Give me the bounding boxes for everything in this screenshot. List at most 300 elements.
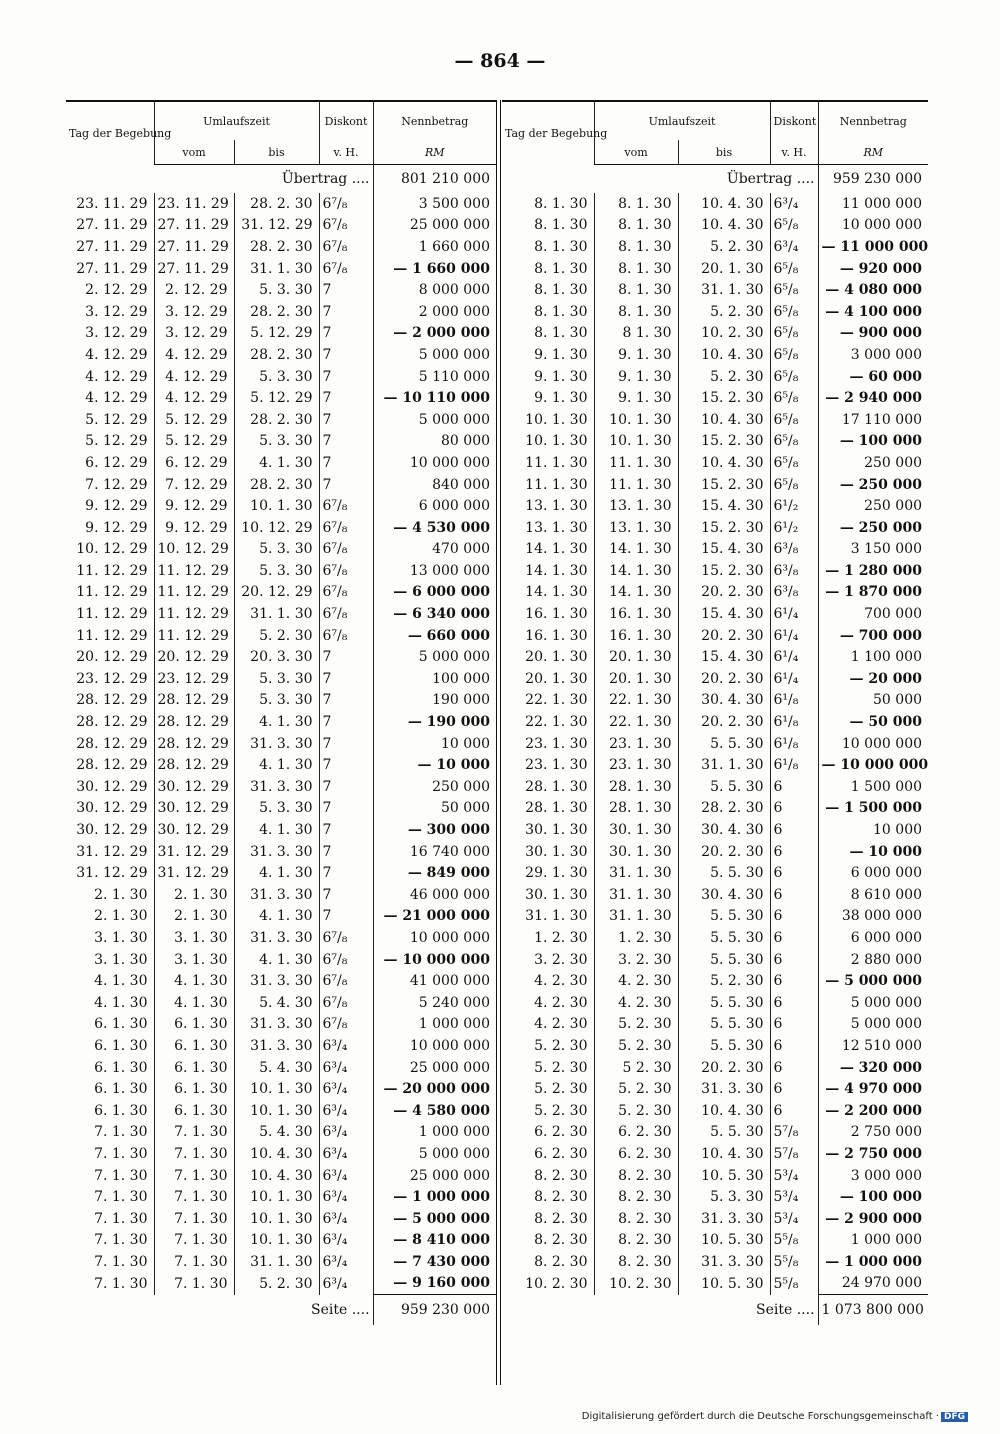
cell-bis: 5. 3. 30 [234, 539, 319, 561]
table-row [66, 582, 496, 604]
cell-amount: 250 000 [373, 776, 496, 798]
cell-amount: 1 660 000 [373, 236, 496, 258]
cell-bis: 10. 5. 30 [678, 1165, 770, 1187]
cell-diskont: 6¹/₄ [770, 625, 818, 647]
cell-diskont: 6³/₄ [319, 1057, 373, 1079]
cell-bis: 15. 4. 30 [678, 603, 770, 625]
cell-tag: 11. 12. 29 [76, 562, 148, 579]
table-row [66, 1078, 496, 1100]
cell-vom: 30. 1. 30 [594, 819, 678, 841]
cell-vom: 22. 1. 30 [594, 711, 678, 733]
cell-bis: 20. 2. 30 [678, 1057, 770, 1079]
table-row [502, 301, 928, 323]
cell-bis: 5. 2. 30 [234, 1273, 319, 1295]
cell-diskont: 6³/₈ [770, 582, 818, 604]
cell-tag: 27. 11. 29 [76, 260, 148, 277]
cell-bis: 10. 4. 30 [678, 409, 770, 431]
table-row [66, 1208, 496, 1230]
cell-diskont: 7 [319, 387, 373, 409]
cell-diskont: 6¹/₈ [770, 733, 818, 755]
cell-tag: 29. 1. 30 [525, 865, 588, 882]
cell-bis: 4. 1. 30 [234, 949, 319, 971]
cell-diskont: 6⁵/₈ [770, 323, 818, 345]
cell-vom: 7. 1. 30 [154, 1122, 234, 1144]
cell-tag: 11. 12. 29 [76, 606, 148, 623]
cell-diskont: 6³/₄ [319, 1078, 373, 1100]
cell-diskont: 6⁷/₈ [319, 495, 373, 517]
cell-bis: 20. 1. 30 [678, 258, 770, 280]
cell-amount: 6 000 000 [373, 495, 496, 517]
cell-vom: 3. 1. 30 [154, 927, 234, 949]
table-row [502, 668, 928, 690]
cell-bis: 31. 3. 30 [234, 884, 319, 906]
cell-tag: 23. 1. 30 [525, 735, 588, 752]
cell-tag: 20. 1. 30 [525, 670, 588, 687]
cell-diskont: 6⁵/₈ [770, 301, 818, 323]
cell-diskont: 7 [319, 366, 373, 388]
cell-tag: 5. 2. 30 [534, 1037, 588, 1054]
dfg-logo: DFG [941, 1412, 968, 1422]
cell-bis: 31. 3. 30 [234, 1014, 319, 1036]
cell-vom: 5. 12. 29 [154, 409, 234, 431]
cell-diskont: 6⁷/₈ [319, 215, 373, 237]
cell-tag: 11. 1. 30 [525, 454, 588, 471]
cell-vom: 8. 1. 30 [594, 301, 678, 323]
cell-diskont: 7 [319, 776, 373, 798]
cell-bis: 20. 2. 30 [678, 625, 770, 647]
table-row [66, 1014, 496, 1036]
cell-bis: 10. 4. 30 [678, 344, 770, 366]
table-row [66, 258, 496, 280]
cell-bis: 5. 5. 30 [678, 733, 770, 755]
table-row [66, 236, 496, 258]
table-row [502, 1035, 928, 1057]
cell-bis: 10. 1. 30 [234, 1230, 319, 1252]
header-umlauf: Umlaufszeit [594, 101, 770, 140]
cell-tag: 6. 1. 30 [94, 1081, 148, 1098]
cell-amount: — 2 000 000 [373, 323, 496, 345]
header-nenn: Nennbetrag [818, 101, 928, 140]
cell-bis: 5. 5. 30 [678, 949, 770, 971]
cell-amount: — 1 000 000 [818, 1251, 928, 1273]
cell-diskont: 6⁷/₈ [319, 560, 373, 582]
cell-bis: 5. 3. 30 [234, 431, 319, 453]
cell-vom: 8. 1. 30 [594, 258, 678, 280]
cell-bis: 5. 5. 30 [678, 1122, 770, 1144]
cell-vom: 27. 11. 29 [154, 258, 234, 280]
cell-diskont: 6³/₄ [770, 236, 818, 258]
table-row [502, 625, 928, 647]
table-row [66, 992, 496, 1014]
cell-diskont: 6 [770, 1035, 818, 1057]
cell-tag: 6. 1. 30 [94, 1016, 148, 1033]
cell-bis: 10. 4. 30 [678, 1100, 770, 1122]
cell-amount: 16 740 000 [373, 841, 496, 863]
cell-vom: 4. 12. 29 [154, 344, 234, 366]
cell-bis: 31. 3. 30 [678, 1208, 770, 1230]
cell-amount: 250 000 [818, 495, 928, 517]
cell-tag: 10. 1. 30 [525, 433, 588, 450]
cell-bis: 28. 2. 30 [234, 344, 319, 366]
cell-amount: 3 000 000 [818, 344, 928, 366]
cell-vom: 31. 1. 30 [594, 862, 678, 884]
cell-diskont: 6⁵/₈ [770, 258, 818, 280]
cell-amount: 470 000 [373, 539, 496, 561]
cell-bis: 10. 4. 30 [678, 193, 770, 215]
cell-bis: 31. 1. 30 [234, 603, 319, 625]
cell-vom: 8 1. 30 [594, 323, 678, 345]
cell-tag: 7. 1. 30 [94, 1167, 148, 1184]
cell-bis: 28. 2. 30 [234, 193, 319, 215]
table-row [66, 711, 496, 733]
cell-bis: 5. 4. 30 [234, 1057, 319, 1079]
cell-diskont: 6⁷/₈ [319, 603, 373, 625]
cell-amount: 3 000 000 [818, 1165, 928, 1187]
cell-amount: 5 000 000 [373, 1143, 496, 1165]
cell-diskont: 7 [319, 711, 373, 733]
cell-bis: 31. 1. 30 [678, 279, 770, 301]
cell-amount: 840 000 [373, 474, 496, 496]
table-row [502, 841, 928, 863]
cell-diskont: 6³/₄ [319, 1230, 373, 1252]
cell-tag: 8. 1. 30 [534, 195, 588, 212]
cell-tag: 28. 12. 29 [76, 735, 148, 752]
cell-amount: — 660 000 [373, 625, 496, 647]
cell-diskont: 6 [770, 776, 818, 798]
cell-diskont: 5⁷/₈ [770, 1143, 818, 1165]
cell-tag: 8. 2. 30 [534, 1210, 588, 1227]
cell-tag: 28. 1. 30 [525, 778, 588, 795]
cell-tag: 30. 12. 29 [76, 800, 148, 817]
table-row [502, 949, 928, 971]
cell-bis: 31. 3. 30 [234, 927, 319, 949]
cell-diskont: 6 [770, 906, 818, 928]
cell-vom: 8. 1. 30 [594, 236, 678, 258]
cell-bis: 20. 2. 30 [678, 711, 770, 733]
table-row [66, 754, 496, 776]
cell-vom: 7. 1. 30 [154, 1165, 234, 1187]
cell-tag: 28. 12. 29 [76, 714, 148, 731]
cell-bis: 5. 3. 30 [234, 690, 319, 712]
table-row [502, 798, 928, 820]
cell-bis: 5. 3. 30 [234, 279, 319, 301]
cell-diskont: 7 [319, 646, 373, 668]
cell-diskont: 6³/₄ [319, 1186, 373, 1208]
cell-bis: 5. 3. 30 [234, 668, 319, 690]
cell-tag: 4. 1. 30 [94, 994, 148, 1011]
cell-vom: 7. 12. 29 [154, 474, 234, 496]
cell-bis: 5. 2. 30 [234, 625, 319, 647]
cell-vom: 28. 1. 30 [594, 798, 678, 820]
table-row [502, 992, 928, 1014]
table-row [502, 906, 928, 928]
cell-vom: 8. 2. 30 [594, 1208, 678, 1230]
cell-tag: 3. 1. 30 [94, 951, 148, 968]
footer-text: Digitalisierung gefördert durch die Deutsche Forschungsgemeinschaft · [581, 1411, 939, 1422]
table-row [502, 1186, 928, 1208]
cell-tag: 10. 12. 29 [76, 541, 148, 558]
cell-amount: — 11 000 000 [818, 236, 928, 258]
cell-tag: 3. 2. 30 [534, 951, 588, 968]
cell-diskont: 7 [319, 690, 373, 712]
header-diskont: Diskont [770, 101, 818, 140]
cell-amount: 2 750 000 [818, 1122, 928, 1144]
table-row [502, 646, 928, 668]
cell-tag: 7. 1. 30 [94, 1210, 148, 1227]
cell-diskont: 6⁵/₈ [770, 409, 818, 431]
footer [582, 1411, 968, 1422]
cell-diskont: 6 [770, 1100, 818, 1122]
cell-vom: 22. 1. 30 [594, 690, 678, 712]
table-row [502, 690, 928, 712]
cell-vom: 11. 12. 29 [154, 625, 234, 647]
cell-amount: 10 000 [818, 819, 928, 841]
cell-diskont: 6¹/₄ [770, 646, 818, 668]
cell-bis: 5. 5. 30 [678, 906, 770, 928]
cell-vom: 6. 1. 30 [154, 1100, 234, 1122]
cell-amount: 10 000 000 [373, 927, 496, 949]
cell-bis: 31. 1. 30 [678, 754, 770, 776]
cell-tag: 3. 12. 29 [85, 303, 148, 320]
cell-diskont: 6⁵/₈ [770, 452, 818, 474]
table-row [502, 279, 928, 301]
cell-tag: 9. 12. 29 [85, 519, 148, 536]
sum-label: Seite .... [311, 1302, 370, 1319]
cell-diskont: 6 [770, 819, 818, 841]
cell-amount: — 1 500 000 [818, 798, 928, 820]
cell-diskont: 6⁷/₈ [319, 1014, 373, 1036]
cell-amount: — 6 340 000 [373, 603, 496, 625]
cell-tag: 9. 1. 30 [534, 346, 588, 363]
cell-vom: 7. 1. 30 [154, 1230, 234, 1252]
cell-amount: — 20 000 000 [373, 1078, 496, 1100]
cell-tag: 8. 1. 30 [534, 238, 588, 255]
cell-vom: 6. 12. 29 [154, 452, 234, 474]
cell-vom: 5. 12. 29 [154, 431, 234, 453]
cell-diskont: 6⁷/₈ [319, 539, 373, 561]
cell-tag: 8. 2. 30 [534, 1189, 588, 1206]
cell-diskont: 6⁵/₈ [770, 387, 818, 409]
sum-value: 959 230 000 [373, 1295, 496, 1326]
cell-vom: 8. 2. 30 [594, 1165, 678, 1187]
cell-bis: 31. 3. 30 [234, 841, 319, 863]
table-row [502, 884, 928, 906]
cell-diskont: 6⁵/₈ [770, 279, 818, 301]
cell-tag: 7. 1. 30 [94, 1145, 148, 1162]
header-bis: bis [678, 140, 770, 165]
cell-amount: 1 000 000 [373, 1014, 496, 1036]
table-row [502, 452, 928, 474]
cell-amount: — 21 000 000 [373, 906, 496, 928]
cell-tag: 31. 1. 30 [525, 908, 588, 925]
cell-tag: 31. 12. 29 [76, 843, 148, 860]
cell-vom: 10. 12. 29 [154, 539, 234, 561]
cell-vom: 7. 1. 30 [154, 1143, 234, 1165]
carry-label: Übertrag .... [281, 171, 370, 187]
cell-bis: 10. 1. 30 [234, 1186, 319, 1208]
cell-amount: — 2 900 000 [818, 1208, 928, 1230]
cell-amount: 5 110 000 [373, 366, 496, 388]
table-row [502, 1273, 928, 1295]
table-row [66, 1186, 496, 1208]
cell-diskont: 5⁵/₈ [770, 1251, 818, 1273]
cell-diskont: 6 [770, 1014, 818, 1036]
table-row [66, 819, 496, 841]
cell-vom: 23. 1. 30 [594, 733, 678, 755]
cell-diskont: 6 [770, 992, 818, 1014]
cell-bis: 5. 3. 30 [234, 366, 319, 388]
table-row [66, 344, 496, 366]
table-row [66, 906, 496, 928]
table-row [66, 366, 496, 388]
cell-diskont: 7 [319, 452, 373, 474]
cell-vom: 5. 2. 30 [594, 1078, 678, 1100]
cell-amount: 5 000 000 [373, 409, 496, 431]
cell-tag: 4. 2. 30 [534, 973, 588, 990]
cell-diskont: 6⁵/₈ [770, 366, 818, 388]
cell-amount: 1 000 000 [818, 1230, 928, 1252]
cell-vom: 23. 11. 29 [154, 193, 234, 215]
table-row [502, 862, 928, 884]
table-row [66, 193, 496, 215]
cell-vom: 3. 1. 30 [154, 949, 234, 971]
table-row [502, 474, 928, 496]
cell-amount: 100 000 [373, 668, 496, 690]
cell-vom: 3. 12. 29 [154, 301, 234, 323]
cell-tag: 10. 2. 30 [525, 1275, 588, 1292]
cell-tag: 6. 1. 30 [94, 1102, 148, 1119]
cell-tag: 4. 2. 30 [534, 994, 588, 1011]
table-row [502, 344, 928, 366]
cell-diskont: 5⁵/₈ [770, 1273, 818, 1295]
cell-amount: 25 000 000 [373, 215, 496, 237]
cell-vom: 9. 1. 30 [594, 366, 678, 388]
header-tag: Tag der Begebung [502, 101, 594, 165]
cell-amount: — 1 000 000 [373, 1186, 496, 1208]
cell-amount: — 4 580 000 [373, 1100, 496, 1122]
sum-value: 1 073 800 000 [818, 1295, 928, 1326]
cell-amount: — 10 110 000 [373, 387, 496, 409]
cell-tag: 2. 1. 30 [94, 886, 148, 903]
table-row [502, 603, 928, 625]
cell-vom: 2. 12. 29 [154, 279, 234, 301]
cell-tag: 6. 2. 30 [534, 1124, 588, 1141]
table-row [66, 1273, 496, 1295]
cell-tag: 4. 1. 30 [94, 973, 148, 990]
cell-bis: 5. 2. 30 [678, 236, 770, 258]
cell-amount: — 700 000 [818, 625, 928, 647]
cell-vom: 23. 12. 29 [154, 668, 234, 690]
table-row [502, 970, 928, 992]
cell-vom: 11. 1. 30 [594, 452, 678, 474]
cell-diskont: 6 [770, 884, 818, 906]
sum-label: Seite .... [756, 1302, 815, 1319]
cell-diskont: 6¹/₄ [770, 603, 818, 625]
cell-diskont: 7 [319, 819, 373, 841]
cell-bis: 20. 12. 29 [234, 582, 319, 604]
table-row [66, 409, 496, 431]
table-row [66, 323, 496, 345]
cell-bis: 10. 1. 30 [234, 1208, 319, 1230]
cell-amount: — 20 000 [818, 668, 928, 690]
cell-amount: — 4 530 000 [373, 517, 496, 539]
cell-vom: 4. 2. 30 [594, 970, 678, 992]
cell-diskont: 6³/₄ [319, 1122, 373, 1144]
cell-vom: 6. 1. 30 [154, 1014, 234, 1036]
cell-tag: 13. 1. 30 [525, 519, 588, 536]
cell-diskont: 6³/₄ [319, 1035, 373, 1057]
cell-bis: 5. 2. 30 [678, 366, 770, 388]
cell-bis: 10. 5. 30 [678, 1230, 770, 1252]
cell-diskont: 5⁵/₈ [770, 1230, 818, 1252]
table-row [66, 560, 496, 582]
cell-amount: — 10 000 [373, 754, 496, 776]
table-row [66, 474, 496, 496]
cell-amount: 10 000 [373, 733, 496, 755]
cell-tag: 2. 1. 30 [94, 908, 148, 925]
cell-amount: 38 000 000 [818, 906, 928, 928]
cell-vom: 8. 2. 30 [594, 1230, 678, 1252]
cell-vom: 30. 12. 29 [154, 819, 234, 841]
cell-bis: 10. 1. 30 [234, 1078, 319, 1100]
cell-bis: 4. 1. 30 [234, 819, 319, 841]
cell-tag: 5. 2. 30 [534, 1102, 588, 1119]
cell-tag: 27. 11. 29 [76, 238, 148, 255]
cell-amount: 25 000 000 [373, 1165, 496, 1187]
cell-diskont: 7 [319, 733, 373, 755]
cell-vom: 30. 12. 29 [154, 776, 234, 798]
cell-diskont: 6 [770, 862, 818, 884]
cell-vom: 23. 1. 30 [594, 754, 678, 776]
header-nenn-unit: RM [818, 140, 928, 165]
cell-amount: 10 000 000 [818, 215, 928, 237]
cell-amount: — 7 430 000 [373, 1251, 496, 1273]
cell-amount: — 1 660 000 [373, 258, 496, 280]
header-bis: bis [234, 140, 319, 165]
cell-vom: 31. 1. 30 [594, 884, 678, 906]
cell-tag: 4. 12. 29 [85, 346, 148, 363]
cell-bis: 28. 2. 30 [234, 236, 319, 258]
cell-amount: — 320 000 [818, 1057, 928, 1079]
cell-vom: 13. 1. 30 [594, 495, 678, 517]
cell-vom: 14. 1. 30 [594, 539, 678, 561]
cell-amount: 24 970 000 [818, 1273, 928, 1295]
cell-diskont: 7 [319, 798, 373, 820]
cell-vom: 28. 12. 29 [154, 754, 234, 776]
cell-vom: 31. 12. 29 [154, 862, 234, 884]
table-row [66, 1230, 496, 1252]
cell-tag: 6. 1. 30 [94, 1037, 148, 1054]
table-row [502, 431, 928, 453]
header-vom: vom [154, 140, 234, 165]
cell-bis: 31. 3. 30 [234, 970, 319, 992]
cell-bis: 30. 4. 30 [678, 884, 770, 906]
cell-diskont: 7 [319, 884, 373, 906]
table-row [66, 862, 496, 884]
table-row [502, 1165, 928, 1187]
cell-vom: 7. 1. 30 [154, 1273, 234, 1295]
cell-bis: 5. 3. 30 [234, 560, 319, 582]
cell-amount: — 10 000 [818, 841, 928, 863]
table-row [66, 690, 496, 712]
cell-tag: 11. 12. 29 [76, 584, 148, 601]
cell-amount: 5 000 000 [818, 992, 928, 1014]
cell-amount: 8 610 000 [818, 884, 928, 906]
cell-diskont: 6⁷/₈ [319, 258, 373, 280]
cell-diskont: 6¹/₈ [770, 754, 818, 776]
cell-bis: 31. 1. 30 [234, 1251, 319, 1273]
table-row [502, 560, 928, 582]
